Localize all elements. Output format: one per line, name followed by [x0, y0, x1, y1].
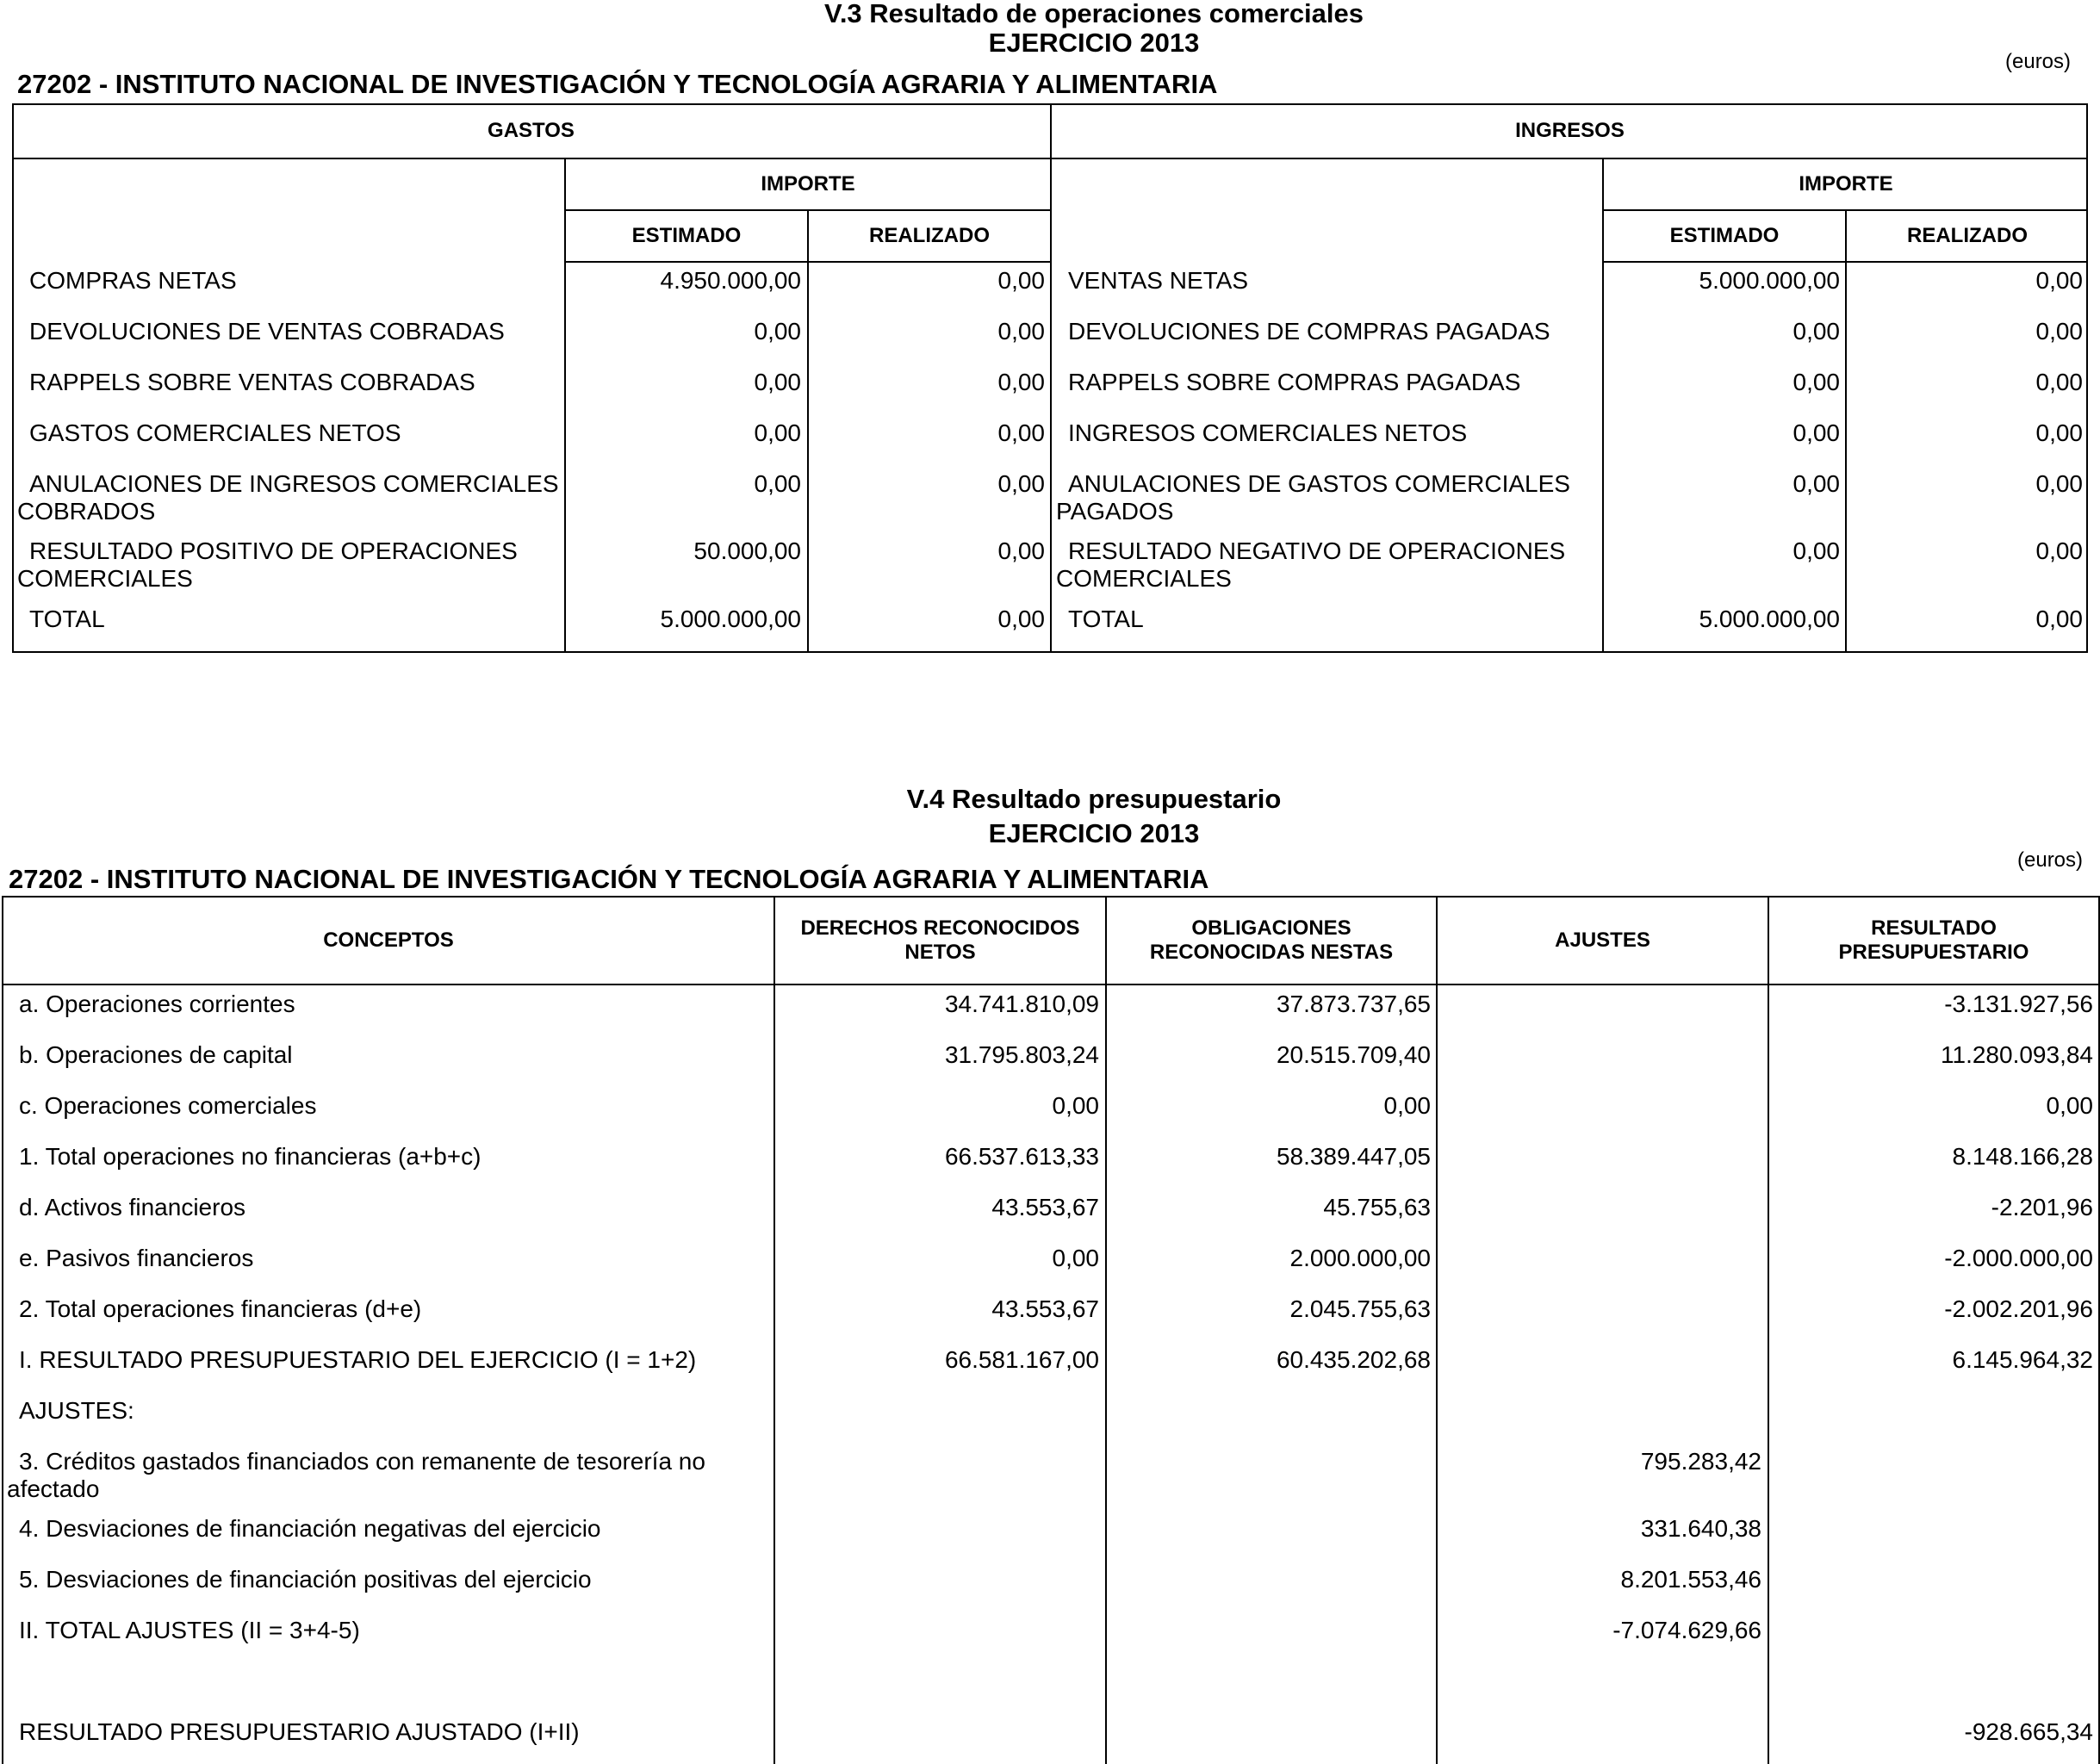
v3-header-gastos: GASTOS	[488, 118, 575, 142]
v4-concept: a. Operaciones corrientes	[19, 991, 295, 1017]
v4-resultado: -928.665,34	[1964, 1718, 2093, 1745]
v3-gastos-realizado: 0,00	[997, 369, 1045, 395]
v4-concept: AJUSTES:	[19, 1397, 134, 1424]
v4-derechos: 0,00	[1052, 1245, 1099, 1271]
v4-concept: 5. Desviaciones de financiación positivas del ejercicio	[19, 1566, 592, 1593]
v4-entity: 27202 - INSTITUTO NACIONAL DE INVESTIGACIÓN Y TECNOLOGÍA AGRARIA Y ALIMENTARIA	[9, 864, 1209, 894]
v3-ingresos-realizado: 0,00	[2035, 318, 2083, 345]
v4-resultado: -2.002.201,96	[1944, 1295, 2093, 1322]
v4-resultado: -3.131.927,56	[1944, 991, 2093, 1017]
v3-ingresos-concept: RAPPELS SOBRE COMPRAS PAGADAS	[1068, 369, 1521, 395]
v4-derechos: 66.537.613,33	[944, 1143, 1099, 1170]
v3-title: V.3 Resultado de operaciones comerciales	[823, 0, 1364, 28]
v4-concept: e. Pasivos financieros	[19, 1245, 254, 1271]
v4-concept: I. RESULTADO PRESUPUESTARIO DEL EJERCICIO (I = 1+2)	[19, 1346, 697, 1373]
v3-ingresos-realizado: 0,00	[2035, 537, 2083, 564]
v3-ingresos-concept: ANULACIONES DE GASTOS COMERCIALES PAGADOS	[1056, 470, 1570, 525]
v4-obligaciones: 2.045.755,63	[1289, 1295, 1431, 1322]
v3-gastos-realizado: 0,00	[997, 470, 1045, 497]
v3-gastos-estimado: 0,00	[754, 470, 801, 497]
v3-ingresos-concept: VENTAS NETAS	[1068, 267, 1249, 294]
v4-header-conceptos: CONCEPTOS	[323, 929, 454, 952]
v4-obligaciones: 37.873.737,65	[1276, 991, 1431, 1017]
v3-ingresos-estimado: 0,00	[1792, 369, 1840, 395]
v3-gastos-realizado: 0,00	[997, 318, 1045, 345]
v3-currency: (euros)	[2005, 50, 2072, 73]
v4-derechos: 43.553,67	[991, 1295, 1099, 1322]
v4-concept: 2. Total operaciones financieras (d+e)	[19, 1295, 422, 1322]
v4-header-ajustes: AJUSTES	[1555, 929, 1650, 952]
v4-header-obligaciones: OBLIGACIONES RECONOCIDAS NESTAS	[1149, 916, 1394, 964]
v3-gastos-concept: DEVOLUCIONES DE VENTAS COBRADAS	[29, 318, 505, 345]
v4-concept: RESULTADO PRESUPUESTARIO AJUSTADO (I+II)	[19, 1718, 580, 1745]
v4-obligaciones: 58.389.447,05	[1276, 1143, 1431, 1170]
v3-ingresos-estimado: 0,00	[1792, 419, 1840, 446]
v4-ajustes: 331.640,38	[1640, 1515, 1761, 1542]
v3-gastos-concept: GASTOS COMERCIALES NETOS	[29, 419, 401, 446]
v3-header-realizado-gastos: REALIZADO	[869, 224, 990, 247]
v4-ajustes: 795.283,42	[1640, 1448, 1761, 1475]
v4-resultado: -2.000.000,00	[1944, 1245, 2093, 1271]
v3-gastos-realizado: 0,00	[997, 537, 1045, 564]
v4-derechos: 0,00	[1052, 1092, 1099, 1119]
v3-gastos-concept: ANULACIONES DE INGRESOS COMERCIALES COBRADOS	[17, 470, 559, 525]
v3-entity: 27202 - INSTITUTO NACIONAL DE INVESTIGACIÓN Y TECNOLOGÍA AGRARIA Y ALIMENTARIA	[17, 69, 1218, 99]
v3-gastos-estimado: 0,00	[754, 318, 801, 345]
v3-ingresos-realizado: 0,00	[2035, 369, 2083, 395]
v4-obligaciones: 60.435.202,68	[1276, 1346, 1431, 1373]
v3-header-realizado-ingresos: REALIZADO	[1907, 224, 2028, 247]
v3-header-ingresos: INGRESOS	[1515, 118, 1625, 142]
v3-ingresos-estimado: 0,00	[1792, 537, 1840, 564]
v3-ingresos-concept: INGRESOS COMERCIALES NETOS	[1068, 419, 1468, 446]
v4-header-derechos: DERECHOS RECONOCIDOS NETOS	[800, 916, 1080, 964]
v3-ingresos-estimado: 0,00	[1792, 470, 1840, 497]
v4-obligaciones: 0,00	[1383, 1092, 1431, 1119]
v4-resultado: 6.145.964,32	[1952, 1346, 2093, 1373]
v3-gastos-concept: TOTAL	[29, 606, 105, 632]
v4-concept: 4. Desviaciones de financiación negativas del ejercicio	[19, 1515, 601, 1542]
v4-year: EJERCICIO 2013	[988, 818, 1200, 848]
v4-derechos: 66.581.167,00	[944, 1346, 1099, 1373]
v4-obligaciones: 2.000.000,00	[1289, 1245, 1431, 1271]
v4-resultado: 8.148.166,28	[1952, 1143, 2093, 1170]
v3-gastos-concept: RAPPELS SOBRE VENTAS COBRADAS	[29, 369, 475, 395]
v4-resultado: 0,00	[2046, 1092, 2093, 1119]
v4-concept: II. TOTAL AJUSTES (II = 3+4-5)	[19, 1617, 360, 1643]
v4-resultado: 11.280.093,84	[1941, 1041, 2093, 1068]
v3-gastos-estimado: 5.000.000,00	[660, 606, 801, 632]
v3-header-importe-gastos: IMPORTE	[761, 172, 855, 196]
v3-gastos-estimado: 0,00	[754, 369, 801, 395]
v4-resultado: -2.201,96	[1991, 1194, 2093, 1221]
v4-obligaciones: 45.755,63	[1323, 1194, 1431, 1221]
v3-header-estimado-gastos: ESTIMADO	[631, 224, 742, 247]
v4-derechos: 43.553,67	[991, 1194, 1099, 1221]
v4-header-resultado: RESULTADO PRESUPUESTARIO	[1838, 916, 2029, 964]
v3-gastos-concept: COMPRAS NETAS	[29, 267, 237, 294]
v3-gastos-realizado: 0,00	[997, 606, 1045, 632]
v3-ingresos-realizado: 0,00	[2035, 606, 2083, 632]
v3-ingresos-concept: TOTAL	[1068, 606, 1144, 632]
v4-concept: b. Operaciones de capital	[19, 1041, 293, 1068]
v4-title: V.4 Resultado presupuestario	[906, 784, 1282, 814]
v3-gastos-concept: RESULTADO POSITIVO DE OPERACIONES COMERCIALES	[17, 537, 518, 592]
v3-ingresos-concept: DEVOLUCIONES DE COMPRAS PAGADAS	[1068, 318, 1550, 345]
v3-header-importe-ingresos: IMPORTE	[1799, 172, 1893, 196]
v3-ingresos-estimado: 0,00	[1792, 318, 1840, 345]
v3-ingresos-realizado: 0,00	[2035, 470, 2083, 497]
v3-ingresos-estimado: 5.000.000,00	[1699, 267, 1840, 294]
v4-concept: d. Activos financieros	[19, 1194, 246, 1221]
v4-concept: c. Operaciones comerciales	[19, 1092, 317, 1119]
v4-ajustes: 8.201.553,46	[1620, 1566, 1761, 1593]
v3-ingresos-realizado: 0,00	[2035, 419, 2083, 446]
v4-obligaciones: 20.515.709,40	[1276, 1041, 1431, 1068]
v4-currency: (euros)	[2017, 848, 2084, 872]
v3-ingresos-estimado: 5.000.000,00	[1699, 606, 1840, 632]
v4-concept: 3. Créditos gastados financiados con remanente de tesorería no afectado	[7, 1448, 705, 1502]
v3-ingresos-concept: RESULTADO NEGATIVO DE OPERACIONES COMERCIALES	[1056, 537, 1566, 592]
v3-year: EJERCICIO 2013	[988, 28, 1200, 58]
v3-gastos-realizado: 0,00	[997, 267, 1045, 294]
v3-gastos-estimado: 4.950.000,00	[660, 267, 801, 294]
v3-ingresos-realizado: 0,00	[2035, 267, 2083, 294]
v4-derechos: 34.741.810,09	[944, 991, 1099, 1017]
v4-concept: 1. Total operaciones no financieras (a+b+c)	[19, 1143, 482, 1170]
v4-derechos: 31.795.803,24	[944, 1041, 1099, 1068]
v3-header-estimado-ingresos: ESTIMADO	[1669, 224, 1780, 247]
v4-ajustes: -7.074.629,66	[1612, 1617, 1761, 1643]
v3-gastos-realizado: 0,00	[997, 419, 1045, 446]
v3-gastos-estimado: 50.000,00	[693, 537, 801, 564]
v3-gastos-estimado: 0,00	[754, 419, 801, 446]
